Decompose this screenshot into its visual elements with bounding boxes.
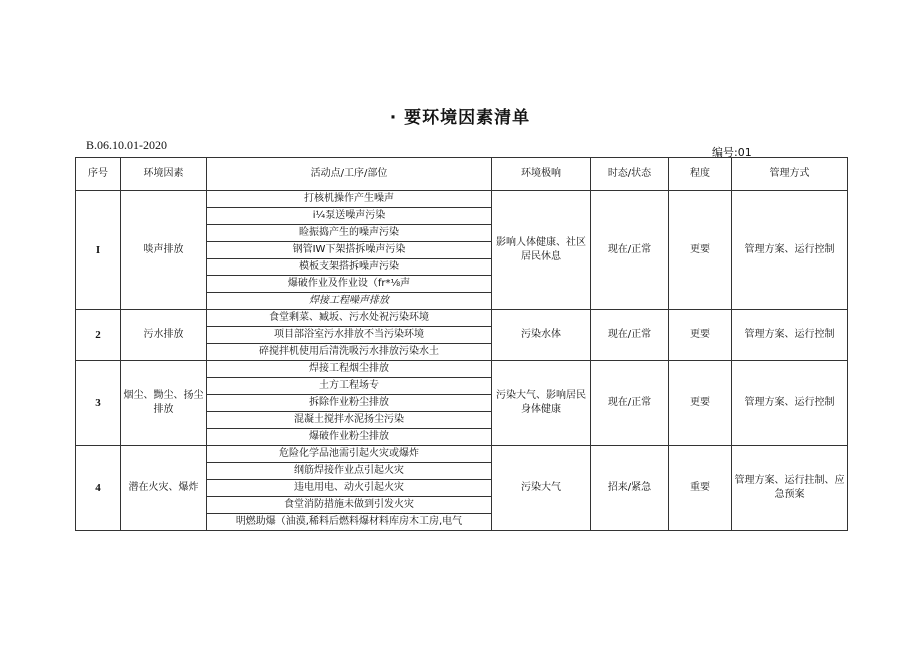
factor-cell: 潜在火灾、爆炸 — [121, 446, 207, 531]
header-cell: 环境极响 — [492, 158, 591, 191]
activity-cell: 混凝土搅拌水泥扬尘污染 — [207, 412, 492, 429]
header-cell: 时态/状态 — [591, 158, 669, 191]
impact-cell: 污染大气、影响居民身体健康 — [492, 361, 591, 446]
activity-cell: 睑振捣产生的噪声污染 — [207, 225, 492, 242]
degree-cell: 更要 — [669, 191, 732, 310]
management-cell: 管理方案、运行控制 — [732, 310, 848, 361]
degree-cell: 重要 — [669, 446, 732, 531]
state-cell: 现在/正常 — [591, 310, 669, 361]
state-cell: 招来/紧急 — [591, 446, 669, 531]
table-row — [76, 446, 848, 463]
environment-factor-table — [75, 157, 848, 531]
management-cell: 管理方案、运行控制 — [732, 361, 848, 446]
table-header-row — [76, 158, 848, 191]
factor-cell: 烟尘、黝尘、扬尘排放 — [121, 361, 207, 446]
activity-cell: 食堂消防措施未做到引发火灾 — [207, 497, 492, 514]
header-cell: 环境因素 — [121, 158, 207, 191]
degree-cell: 更要 — [669, 361, 732, 446]
activity-cell: 明燃助爆（油漠,稀料后燃料爆材料库房木工房,电气 — [207, 514, 492, 531]
activity-cell: 爆破作业粉尘排放 — [207, 429, 492, 446]
impact-cell: 污染大气 — [492, 446, 591, 531]
activity-cell: 拆除作业粉尘排放 — [207, 395, 492, 412]
factor-cell: 啖声排放 — [121, 191, 207, 310]
table-row — [76, 361, 848, 378]
activity-cell: 打核机操作产生噪声 — [207, 191, 492, 208]
document-number: B.06.10.01-2020 — [86, 138, 167, 152]
activity-cell: 项目部浴室污水排放不当污染环境 — [207, 327, 492, 344]
row-number: 4 — [76, 446, 121, 531]
activity-cell: 焊接工程烟尘排放 — [207, 361, 492, 378]
activity-cell: 模板支架搭拆噪声污染 — [207, 259, 492, 276]
activity-cell: 碎搅拌机使用后清洗吸污水排放污染水土 — [207, 344, 492, 361]
activity-cell: 爆破作业及作业设（fr*⅛声 — [207, 276, 492, 293]
header-cell: 活动点/工序/部位 — [207, 158, 492, 191]
row-number: I — [76, 191, 121, 310]
header-cell: 管理方式 — [732, 158, 848, 191]
activity-cell: i¼泵送噪声污染 — [207, 208, 492, 225]
state-cell: 现在/正常 — [591, 361, 669, 446]
activity-cell: 土方工程场专 — [207, 378, 492, 395]
activity-cell: 违电用电、动火引起火灾 — [207, 480, 492, 497]
activity-cell: 食堂剩菜、臧坂、污水处祝污染环境 — [207, 310, 492, 327]
serial-number: 编号:01 — [712, 146, 752, 159]
management-cell: 管理方案、运行控制 — [732, 191, 848, 310]
factor-cell: 污水排放 — [121, 310, 207, 361]
activity-cell: 焊接工程噪声排放 — [207, 293, 492, 310]
management-cell: 管理方案、运行拄制、应急预案 — [732, 446, 848, 531]
impact-cell: 影响人体健康、社区居民休息 — [492, 191, 591, 310]
table-row — [76, 191, 848, 208]
impact-cell: 污染水体 — [492, 310, 591, 361]
document-title: · 要环境因素清单 — [389, 108, 531, 128]
header-cell: 程度 — [669, 158, 732, 191]
table-row — [76, 310, 848, 327]
row-number: 3 — [76, 361, 121, 446]
degree-cell: 更要 — [669, 310, 732, 361]
activity-cell: 纲筋焊接作业点引起火灾 — [207, 463, 492, 480]
row-number: 2 — [76, 310, 121, 361]
activity-cell: 危险化学品池需引起火灾或爆炸 — [207, 446, 492, 463]
activity-cell: 钢管IW下架搭拆噪声污染 — [207, 242, 492, 259]
state-cell: 现在/正常 — [591, 191, 669, 310]
header-cell: 序号 — [76, 158, 121, 191]
